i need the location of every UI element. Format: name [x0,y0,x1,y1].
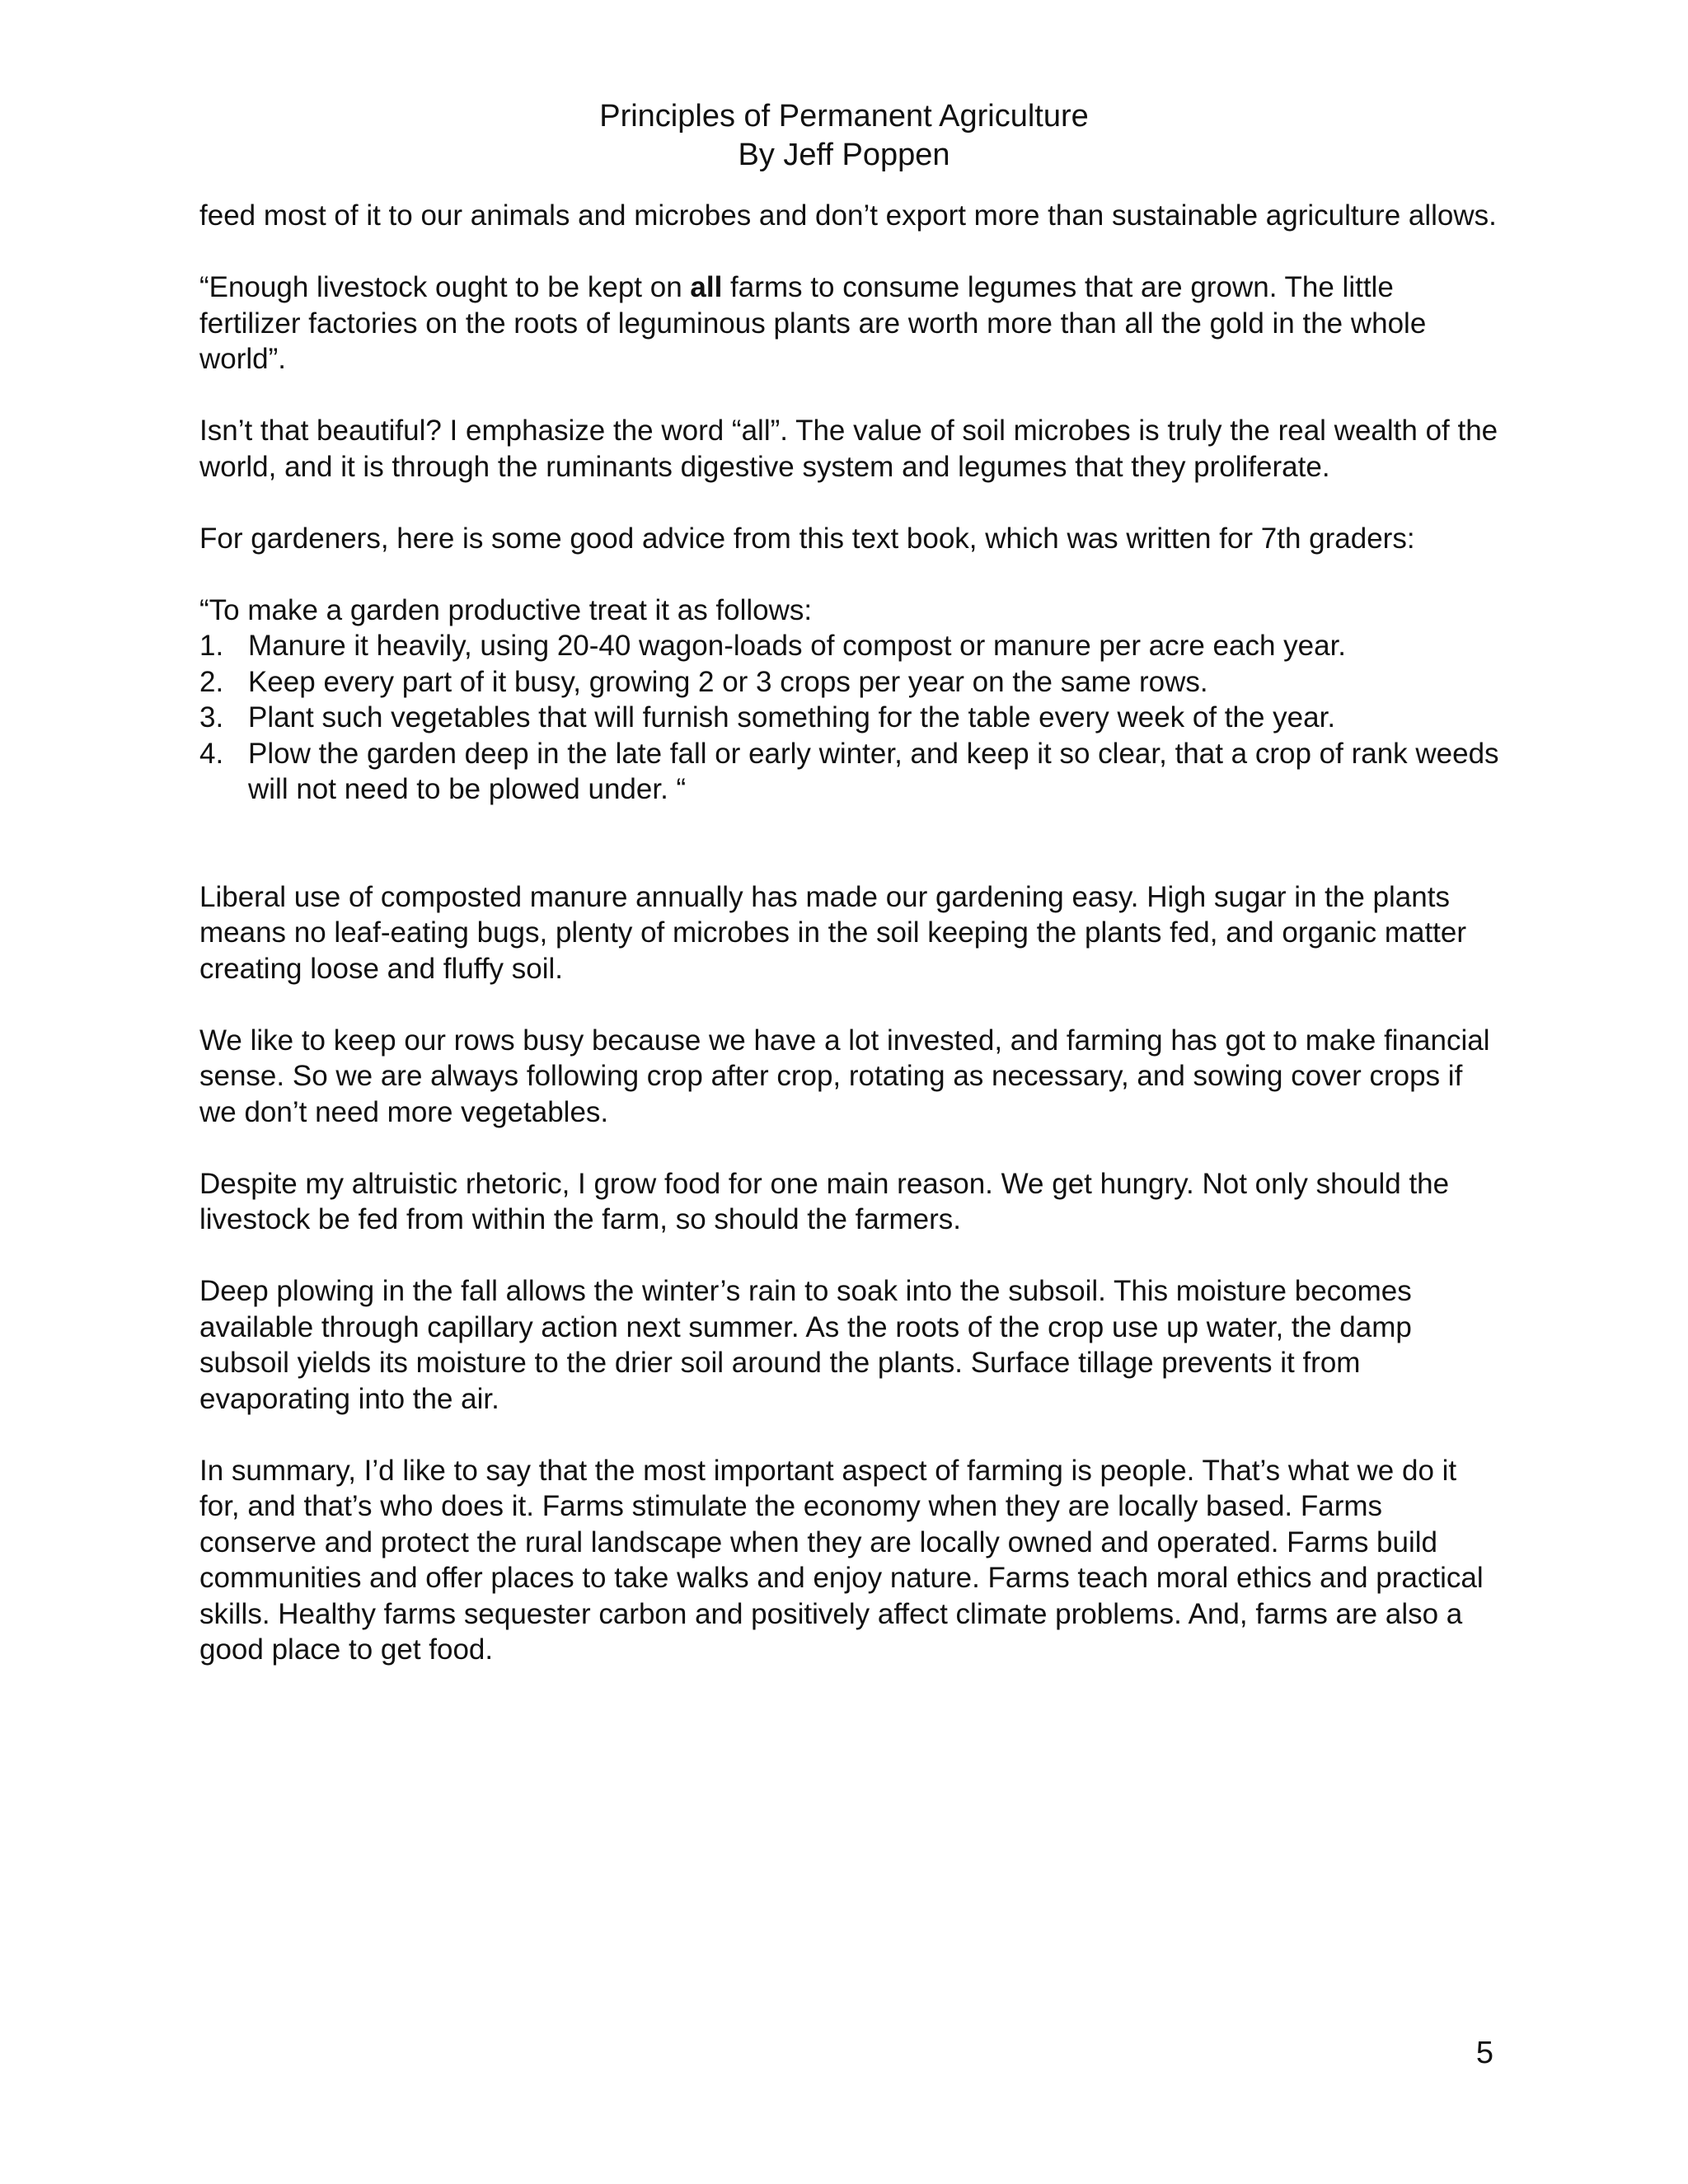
document-title: Principles of Permanent Agriculture [599,99,1089,134]
paragraph-2-start: “Enough livestock ought to be kept on [199,271,691,303]
paragraph-2-quote [199,269,1502,377]
paragraph-1: feed most of it to our animals and microbes and don’t export more than sustainable agriculture allows. [199,199,1497,232]
list-item [199,664,1502,701]
list-item-text: Plow the garden deep in the late fall or early winter, and keep it so clear, that a crop of rank weeds will not need to be plowed under. “ [248,737,1499,805]
quote-intro: “To make a garden productive treat it as follows: [199,593,813,626]
page-number: 5 [1475,2036,1493,2070]
paragraph-8: Deep plowing in the fall allows the winter’s rain to soak into the subsoil. This moisture becomes available through capillary action next summer. As the roots of the crop use up water, the damp subsoil yields its moisture to the drier soil around the plants. Surface tillage prevents it from evaporating into the air. [199,1275,1412,1415]
paragraph-4: For gardeners, here is some good advice from this text book, which was written for 7th graders: [199,522,1415,555]
page-header [0,97,1688,175]
list-item-text: Manure it heavily, using 20-40 wagon-loads of compost or manure per acre each year. [248,630,1347,662]
paragraph-9: In summary, I’d like to say that the most important aspect of farming is people. That’s what we do it for, and that’s who does it. Farms stimulate the economy when they are locally based. Farms conserve and protect the rural landscape when they are locally owned and operated. Farms build communities and offer places to take walks and enjoy nature. Farms teach moral ethics and practical skills. Healthy farms sequester carbon and positively affect climate problems. And, farms are also a good place to get food. [199,1454,1484,1666]
paragraph-6: We like to keep our rows busy because we have a lot invested, and farming has got to make financial sense. So we are always following crop after crop, rotating as necessary, and sowing cover crops if we don’t need more vegetables. [199,1024,1490,1128]
emphasis-all: all [690,271,723,303]
list-item-number: 3. [199,701,224,733]
paragraph-3: Isn’t that beautiful? I emphasize the word “all”. The value of soil microbes is truly the real wealth of the world, and it is through the ruminants digestive system and legumes that they proliferate. [199,415,1498,483]
list-item-text: Keep every part of it busy, growing 2 or 3 crops per year on the same rows. [248,665,1208,698]
list-item [199,700,1502,736]
document-author: By Jeff Poppen [738,138,950,172]
list-item [199,736,1502,808]
numbered-list [199,628,1502,808]
paragraph-7: Despite my altruistic rhetoric, I grow food for one main reason. We get hungry. Not only should the livestock be fed from within the farm, so should the farmers. [199,1167,1450,1235]
list-item-number: 4. [199,737,224,770]
list-item-text: Plant such vegetables that will furnish something for the table every week of the year. [248,701,1336,733]
spacer [199,808,1502,879]
list-item-number: 1. [199,630,224,662]
body-text [199,198,1502,1704]
list-item [199,628,1502,664]
paragraph-2-end: farms to consume legumes that are grown. The little fertilizer factories on the roots of leguminous plants are worth more than all the gold in the whole world”. [199,271,1427,375]
paragraph-5: Liberal use of composted manure annually has made our gardening easy. High sugar in the plants means no leaf-eating bugs, plenty of microbes in the soil keeping the plants fed, and organic matter creating loose and fluffy soil. [199,880,1467,985]
list-item-number: 2. [199,665,224,698]
